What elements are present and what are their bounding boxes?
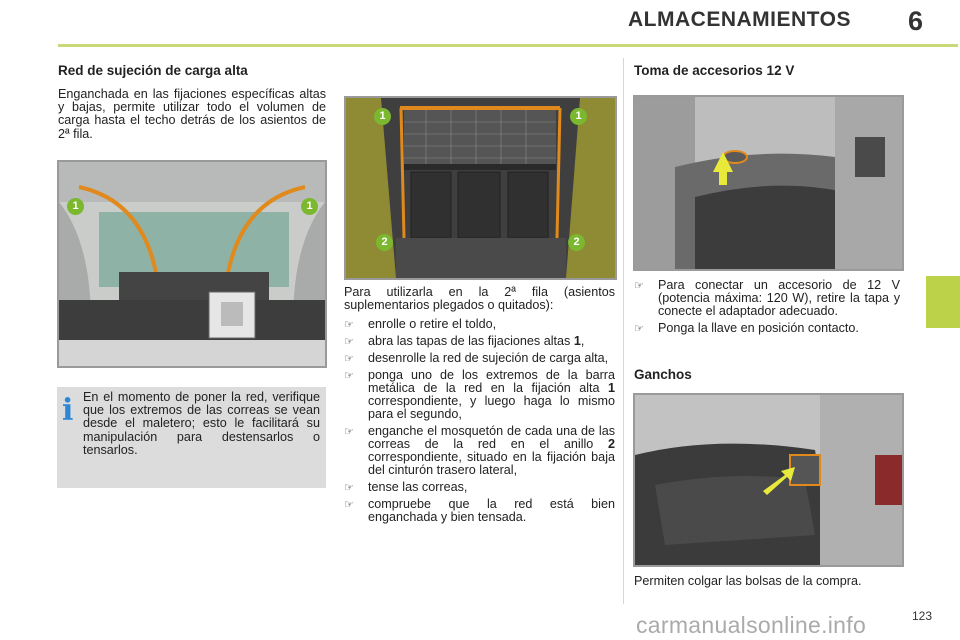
hooks-caption: Permiten colgar las bolsas de la compra. (634, 574, 862, 588)
chapter-title: ALMACENAMIENTOS (628, 8, 851, 31)
net-installed-illustration (346, 98, 615, 278)
section-title-hooks: Ganchos (634, 367, 692, 382)
hooks-illustration (635, 395, 902, 565)
marker-1-left: 1 (67, 198, 84, 215)
net-usage-intro: Para utilizarla en la 2ª fila (asientos suplementarios plegados o quitados): (344, 285, 615, 313)
net-installed-photo (344, 96, 617, 280)
watermark-text: carmanualsonline.info (636, 612, 867, 638)
pointing-hand-icon: ☞ (344, 481, 354, 494)
list-item: ☞ enrolle o retire el toldo, (344, 317, 497, 331)
list-item: ☞ tense las correas, (344, 480, 468, 494)
list-item: ☞ Para conectar un accesorio de 12 V (potencia máxima: 120 W), retire la tapa y conecte el adaptador adecuado. (634, 278, 900, 318)
net-intro-text: Enganchada en las fijaciones específicas altas y bajas, permite utilizar todo el volumen de carga hasta el techo detrás de los asientos de 2ª fila. (58, 87, 326, 141)
socket-steps-list (634, 279, 900, 339)
pointing-hand-icon: ☞ (634, 279, 644, 292)
hooks-photo (633, 393, 904, 567)
chapter-number: 6 (908, 6, 924, 36)
page-number: 123 (912, 609, 933, 623)
net-fixings-illustration (59, 162, 325, 366)
column-divider (623, 58, 624, 604)
pointing-hand-icon: ☞ (344, 369, 354, 382)
list-item: ☞ Ponga la llave en posición contacto. (634, 321, 859, 335)
list-item: ☞ ponga uno de los extremos de la barra metálica de la red en la fijación alta 1 correspondiente, y luego haga lo mismo para el segundo, (344, 368, 615, 421)
info-icon: i (62, 393, 74, 428)
marker-1-left: 1 (374, 108, 391, 125)
pointing-hand-icon: ☞ (344, 335, 354, 348)
header-rule (58, 44, 958, 47)
marker-2-right: 2 (568, 234, 585, 251)
chapter-side-tab (926, 276, 960, 328)
section-title-socket: Toma de accesorios 12 V (634, 63, 795, 78)
marker-1-right: 1 (301, 198, 318, 215)
net-fixings-photo (57, 160, 327, 368)
info-text: En el momento de poner la red, verifique que los extremos de las correas se vean desde el maletero; esto le facilitará su manipulación para destensarlos o tensarlos. (83, 390, 320, 457)
list-item: ☞ desenrolle la red de sujeción de carga alta, (344, 351, 609, 365)
pointing-hand-icon: ☞ (344, 352, 354, 365)
pointing-hand-icon: ☞ (634, 322, 644, 335)
net-steps-list (344, 318, 615, 528)
marker-2-left: 2 (376, 234, 393, 251)
socket-illustration (635, 97, 902, 269)
socket-photo (633, 95, 904, 271)
marker-1-right: 1 (570, 108, 587, 125)
pointing-hand-icon: ☞ (344, 425, 354, 438)
list-item: ☞ enganche el mosquetón de cada una de las correas de la red en el anillo 2 correspondiente, situado en la fijación baja del cinturón trasero lateral, (344, 424, 615, 477)
section-title-net: Red de sujeción de carga alta (58, 63, 248, 78)
pointing-hand-icon: ☞ (344, 498, 354, 511)
list-item: ☞ abra las tapas de las fijaciones altas 1, (344, 334, 585, 348)
list-item: ☞ compruebe que la red está bien enganchada y bien tensada. (344, 497, 615, 524)
pointing-hand-icon: ☞ (344, 318, 354, 331)
